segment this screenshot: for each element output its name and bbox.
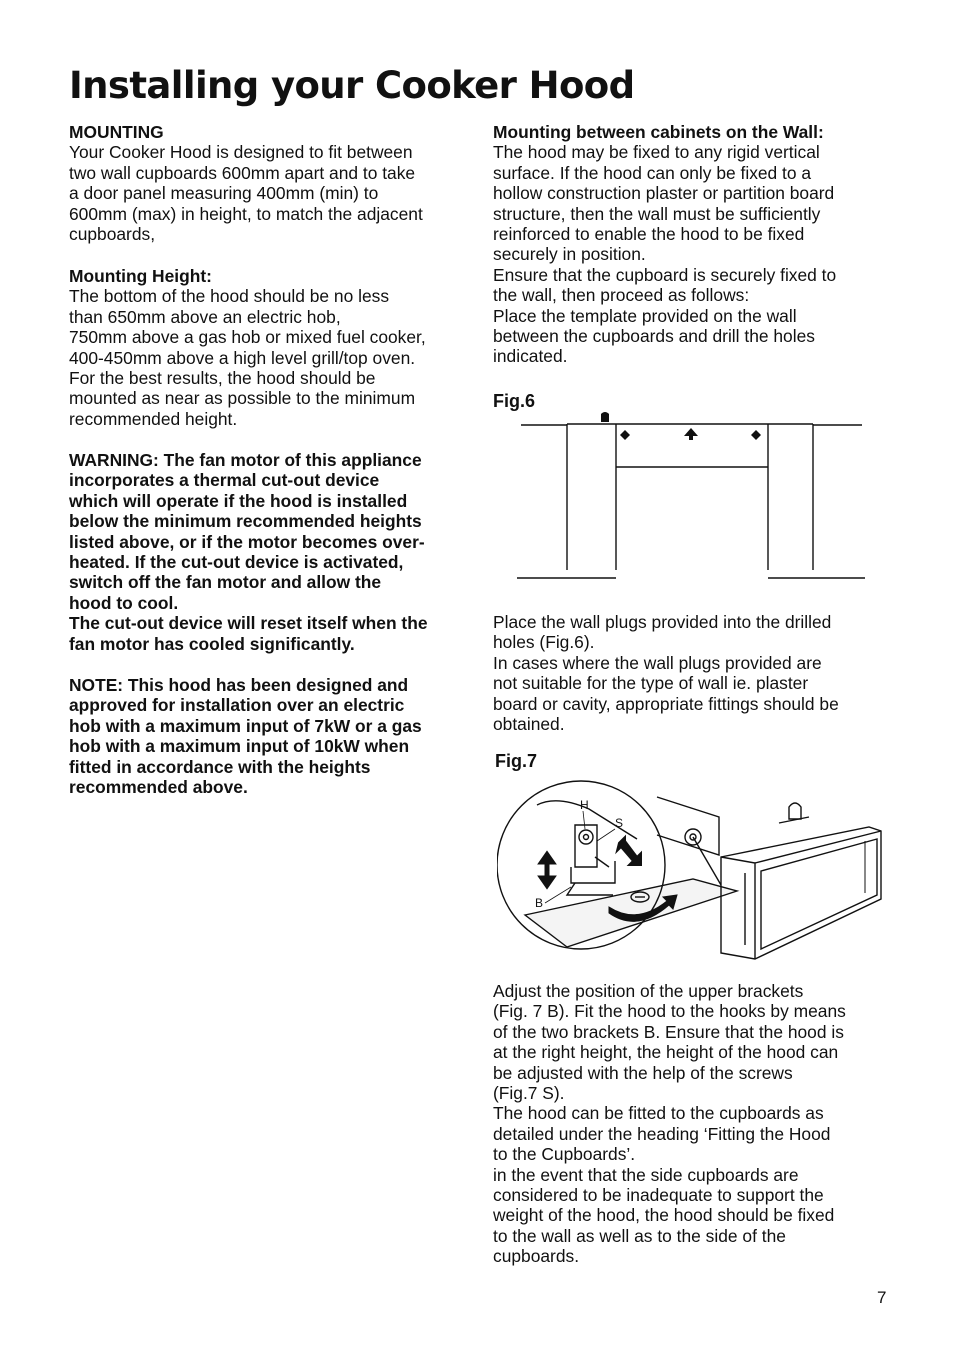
warning-section — [69, 450, 469, 654]
text-line: a door panel measuring 400mm (min) to — [69, 183, 379, 204]
text-line: (Fig.7 S). — [493, 1082, 565, 1103]
fig7-label: Fig.7 — [495, 751, 538, 771]
warning-line: switch off the fan motor and allow the — [69, 572, 382, 593]
text-line: be adjusted with the help of the screws — [493, 1062, 793, 1083]
warning-line: incorporates a thermal cut-out device — [69, 470, 380, 491]
text-line: between the cupboards and drill the holes — [493, 325, 815, 346]
text-line: securely in position. — [493, 244, 646, 265]
text-line: The hood can be fitted to the cupboards as — [493, 1103, 824, 1124]
warning-line: WARNING: The fan motor of this appliance — [69, 450, 422, 470]
text-line: mounted as near as possible to the minimum — [69, 388, 416, 409]
text-line: to the wall as well as to the side of the — [493, 1225, 786, 1246]
note-line: fitted in accordance with the heights — [69, 756, 371, 777]
text-line: of the two brackets B. Ensure that the hood is — [493, 1021, 844, 1042]
warning-line: listed above, or if the motor becomes over- — [69, 531, 425, 552]
warning-line: which will operate if the hood is installed — [69, 490, 408, 511]
fig6-label: Fig.6 — [493, 391, 536, 411]
fig7-callout-b: B — [535, 896, 544, 910]
text-line: board or cavity, appropriate fittings should be — [493, 693, 839, 714]
text-line: The hood may be fixed to any rigid vertical — [493, 142, 820, 163]
mounting-height-heading: Mounting Height: — [69, 266, 212, 286]
text-line: Place the wall plugs provided into the drilled — [493, 612, 832, 632]
text-line: than 650mm above an electric hob, — [69, 306, 341, 327]
fig6-template-diagram — [515, 412, 867, 584]
text-line: reinforced to enable the hood to be fixed — [493, 223, 805, 244]
warning-line: heated. If the cut-out device is activated, — [69, 551, 404, 572]
mounting-section — [69, 122, 469, 244]
text-line: (Fig. 7 B). Fit the hood to the hooks by means — [493, 1001, 846, 1022]
wall-plugs-section — [493, 612, 893, 734]
text-line: hollow construction plaster or partition board — [493, 183, 835, 204]
warning-line: fan motor has cooled significantly. — [69, 633, 355, 654]
warning-line: The cut-out device will reset itself when the — [69, 613, 428, 634]
text-line: not suitable for the type of wall ie. plaster — [493, 673, 809, 694]
note-line: hob with a maximum input of 10kW when — [69, 736, 410, 757]
text-line: 750mm above a gas hob or mixed fuel cooker, — [69, 327, 426, 348]
note-section — [69, 675, 469, 797]
fig7-bracket-diagram — [497, 775, 889, 961]
text-line: indicated. — [493, 346, 568, 367]
text-line: the wall, then proceed as follows: — [493, 285, 750, 306]
mounting-height-section — [69, 266, 469, 429]
text-line: in the event that the side cupboards are — [493, 1164, 799, 1185]
text-line: In cases where the wall plugs provided are — [493, 652, 822, 673]
warning-line: hood to cool. — [69, 592, 179, 613]
text-line: 400-450mm above a high level grill/top oven. — [69, 347, 416, 368]
cabinets-section — [493, 122, 893, 367]
mounting-heading: MOUNTING — [69, 122, 164, 142]
note-line: hob with a maximum input of 7kW or a gas — [69, 715, 422, 736]
adjust-brackets-section — [493, 981, 893, 1266]
text-line: to the Cupboards’. — [493, 1144, 636, 1165]
text-line: detailed under the heading ‘Fitting the Hood — [493, 1123, 831, 1144]
note-line: recommended above. — [69, 776, 248, 797]
text-line: considered to be inadequate to support the — [493, 1184, 824, 1205]
text-line: Ensure that the cupboard is securely fixed to — [493, 264, 837, 285]
text-line: 600mm (max) in height, to match the adjacent — [69, 203, 423, 224]
text-line: at the right height, the height of the hood can — [493, 1042, 839, 1063]
text-line: structure, then the wall must be sufficiently — [493, 203, 821, 224]
text-line: For the best results, the hood should be — [69, 367, 376, 388]
text-line: two wall cupboards 600mm apart and to take — [69, 162, 416, 183]
text-line: Place the template provided on the wall — [493, 305, 797, 326]
warning-line: below the minimum recommended heights — [69, 511, 422, 532]
text-line: holes (Fig.6). — [493, 632, 595, 653]
text-line: cupboards, — [69, 223, 156, 244]
text-line: weight of the hood, the hood should be fixed — [493, 1205, 835, 1226]
text-line: Your Cooker Hood is designed to fit between — [69, 142, 413, 163]
fig7-callout-s: S — [615, 816, 624, 830]
text-line: surface. If the hood can only be fixed to a — [493, 162, 812, 183]
text-line: obtained. — [493, 713, 565, 734]
page-number: 7 — [877, 1288, 887, 1307]
page-title: Installing your Cooker Hood — [69, 64, 635, 107]
text-line: Adjust the position of the upper brackets — [493, 981, 804, 1001]
note-line: NOTE: This hood has been designed and — [69, 675, 409, 695]
fig7-callout-h: H — [580, 798, 589, 812]
text-line: The bottom of the hood should be no less — [69, 286, 390, 307]
note-line: approved for installation over an electric — [69, 695, 405, 716]
text-line: cupboards. — [493, 1246, 580, 1267]
text-line: recommended height. — [69, 408, 238, 429]
cabinets-heading: Mounting between cabinets on the Wall: — [493, 122, 824, 142]
